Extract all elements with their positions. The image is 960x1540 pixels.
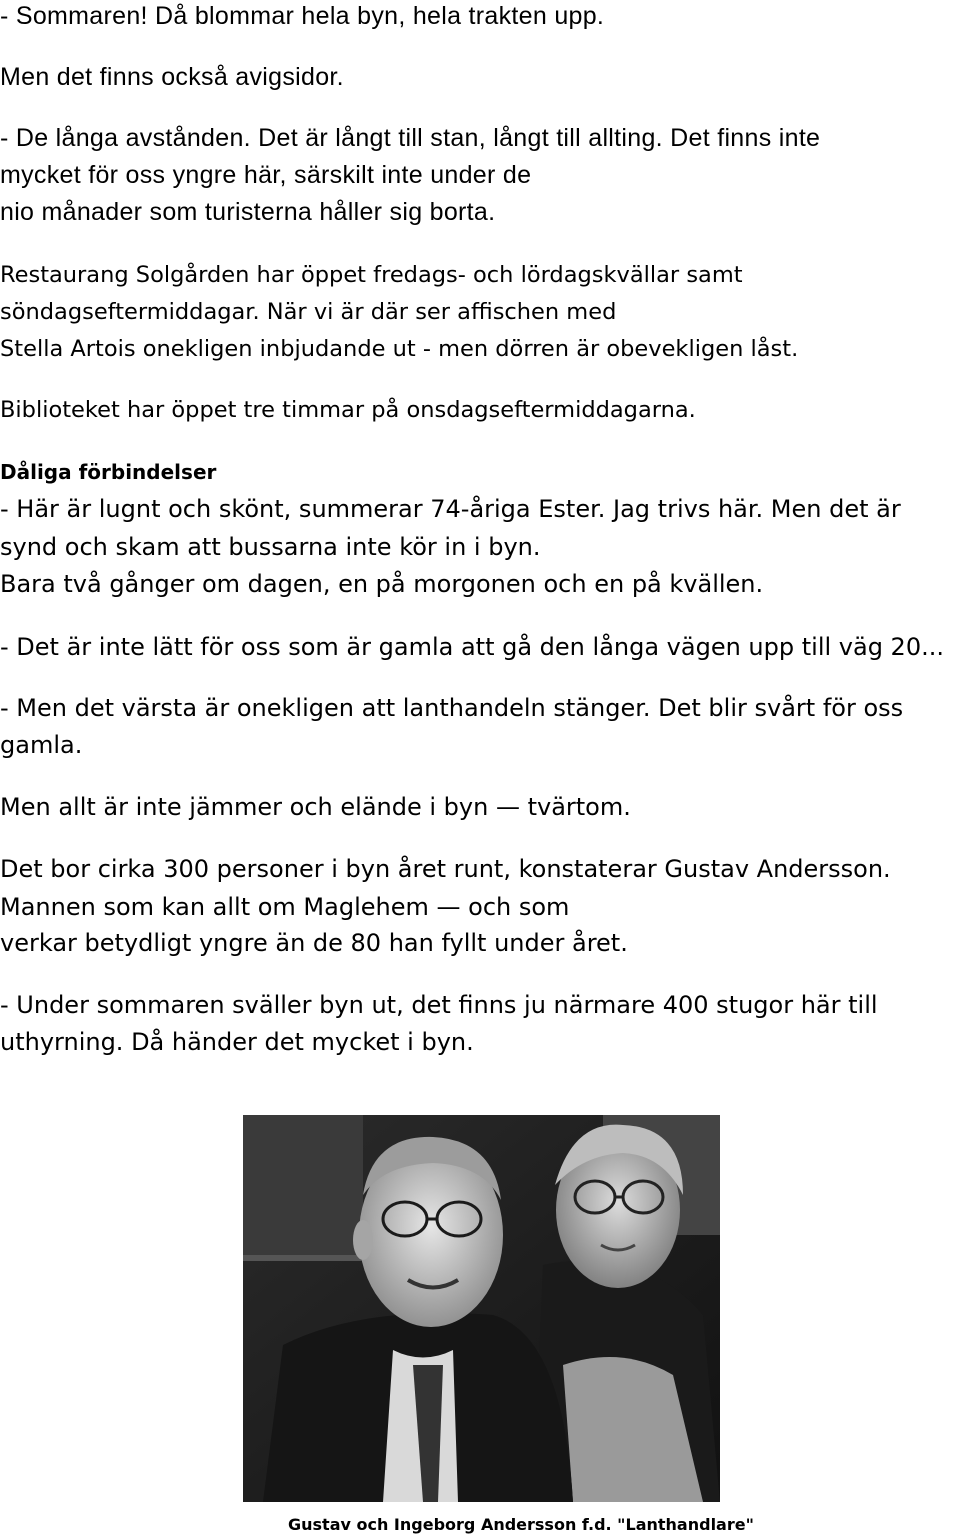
text-line: Restaurang Solgården har öppet fredags- och lördagskvällar samt	[0, 262, 743, 288]
text-line: Men allt är inte jämmer och elände i byn — tvärtom.	[0, 793, 631, 821]
text-line: Men det finns också avigsidor.	[0, 63, 344, 91]
text-line: Stella Artois onekligen inbjudande ut - men dörren är obevekligen låst.	[0, 336, 799, 362]
text-line: verkar betydligt yngre än de 80 han fyllt under året.	[0, 929, 628, 957]
text-line: Mannen som kan allt om Maglehem — och som	[0, 893, 570, 921]
text-line: - Det är inte lätt för oss som är gamla att gå den långa vägen upp till väg 20...	[0, 633, 944, 661]
text-line: Biblioteket har öppet tre timmar på onsdagseftermiddagarna.	[0, 397, 696, 423]
text-line: Bara två gånger om dagen, en på morgonen och en på kvällen.	[0, 570, 764, 598]
text-line: mycket för oss yngre här, särskilt inte under de	[0, 161, 532, 189]
text-line: - Men det värsta är onekligen att lanthandeln stänger. Det blir svårt för oss	[0, 694, 904, 722]
text-line: - De långa avstånden. Det är långt till stan, långt till allting. Det finns inte	[0, 124, 821, 152]
text-line: Det bor cirka 300 personer i byn året runt, konstaterar Gustav Andersson.	[0, 855, 891, 883]
text-line: - Sommaren! Då blommar hela byn, hela trakten upp.	[0, 2, 605, 30]
text-line: uthyrning. Då händer det mycket i byn.	[0, 1028, 474, 1056]
section-heading: Dåliga förbindelser	[0, 460, 217, 484]
text-line: nio månader som turisterna håller sig borta.	[0, 198, 496, 226]
text-line: - Under sommaren sväller byn ut, det finns ju närmare 400 stugor här till	[0, 991, 878, 1019]
text-line: - Här är lugnt och skönt, summerar 74-åriga Ester. Jag trivs här. Men det är	[0, 495, 901, 523]
portrait-photo	[243, 1115, 720, 1502]
photo-caption: Gustav och Ingeborg Andersson f.d. "Lanthandlare"	[288, 1515, 754, 1534]
text-line: söndagseftermiddagar. När vi är där ser affischen med	[0, 299, 617, 325]
text-line: gamla.	[0, 731, 83, 759]
text-line: synd och skam att bussarna inte kör in i byn.	[0, 533, 541, 561]
